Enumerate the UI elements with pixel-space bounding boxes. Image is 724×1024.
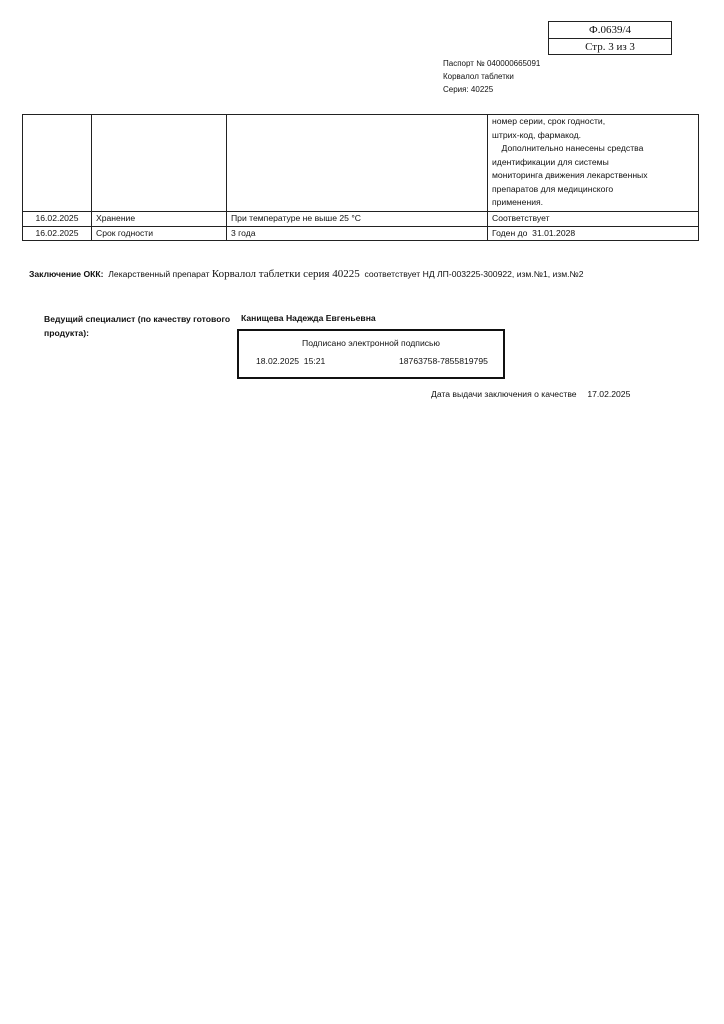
electronic-signature-stamp: [237, 329, 505, 379]
conclusion-product: Корвалол таблетки серия 40225: [211, 268, 360, 280]
passport-number: Паспорт № 040000665091: [443, 59, 541, 68]
row-parameter: Хранение: [92, 212, 227, 227]
row-requirement: 3 года: [227, 226, 488, 241]
table-row: [23, 212, 699, 227]
result-line: номер серии, срок годности,: [492, 116, 606, 126]
passport-info: [443, 57, 540, 96]
conclusion-text-after: соответствует НД ЛП-003225-300922, изм.№1, изм.№2: [359, 269, 584, 279]
series-number: Серия: 40225: [443, 85, 494, 94]
product-name: Корвалол таблетки: [443, 72, 514, 81]
issue-date-line: [431, 389, 630, 399]
result-line: штрих-код, фармакод.: [492, 129, 581, 140]
result-line: препаратов для медицинского: [492, 183, 614, 194]
table-row: [23, 115, 699, 212]
signature-certificate: 18763758-7855819795: [399, 356, 488, 366]
conclusion-text-before: Лекарственный препарат: [103, 269, 212, 279]
specialist-name: Канищева Надежда Евгеньевна: [241, 313, 376, 323]
result-line: идентификации для системы: [492, 156, 609, 167]
specialist-role: Ведущий специалист (по качеству готового продукта):: [44, 314, 231, 338]
conclusion: [29, 267, 639, 282]
row-date: 16.02.2025: [23, 226, 92, 241]
result-line: Дополнительно нанесены средства: [492, 143, 644, 153]
row-result: Годен до 31.01.2028: [488, 226, 699, 241]
result-line: применения.: [492, 197, 544, 207]
continued-result-cell: [488, 115, 699, 212]
results-table: [22, 114, 699, 241]
issue-date-label: Дата выдачи заключения о качестве: [431, 389, 577, 399]
row-requirement: При температуре не выше 25 °С: [227, 212, 488, 227]
conclusion-label: Заключение ОКК:: [29, 269, 104, 279]
signature-stamp-title: Подписано электронной подписью: [302, 338, 440, 348]
row-result: Соответствует: [488, 212, 699, 227]
form-code: Ф.0639/4: [589, 24, 631, 36]
row-date: 16.02.2025: [23, 212, 92, 227]
page-number: Стр. 3 из 3: [549, 38, 671, 55]
form-code-box: [548, 21, 672, 55]
table-row: [23, 226, 699, 241]
row-parameter: Срок годности: [92, 226, 227, 241]
result-line: мониторинга движения лекарственных: [492, 170, 648, 180]
signature-datetime: 18.02.2025 15:21: [256, 356, 326, 366]
issue-date-value: 17.02.2025: [587, 389, 631, 399]
